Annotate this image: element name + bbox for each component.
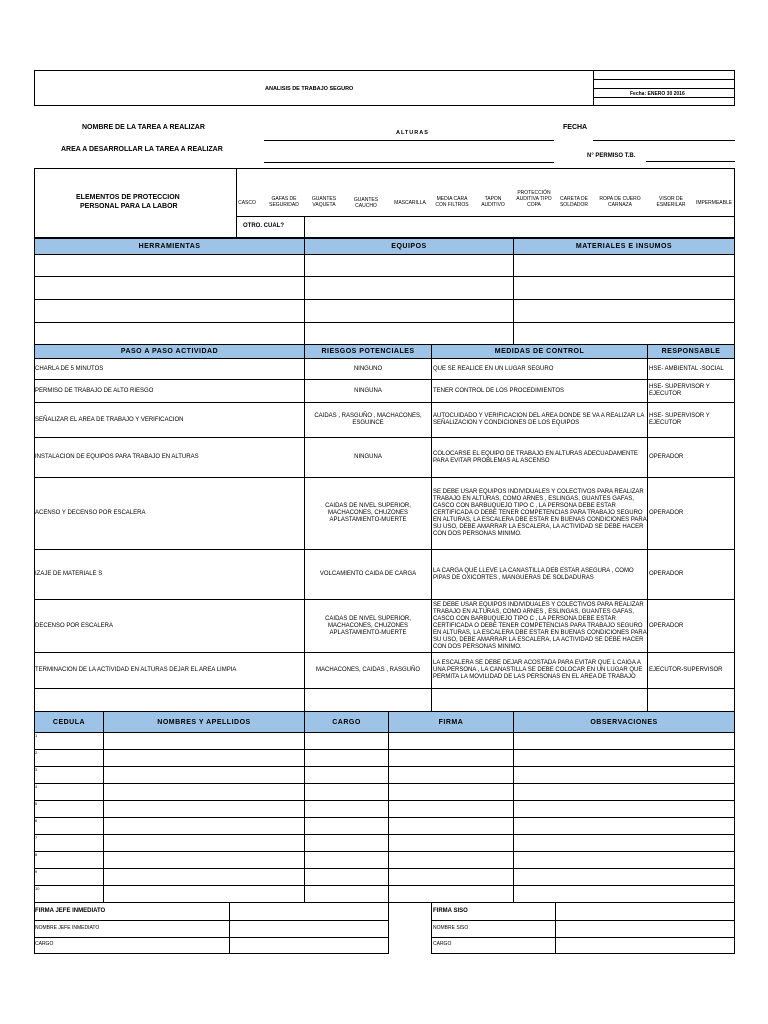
ppe-title: ELEMENTOS DE PROTECCION: [76, 194, 180, 201]
activity-row-4-paso: INSTALACION DE EQUIPOS PARA TRABAJO EN ALTURAS: [35, 454, 199, 460]
ppe-proteccion-copa: PROTECCIÓN AUDITIVA TIPO COPA: [516, 190, 552, 208]
personnel-row-number: 3: [35, 767, 38, 772]
task-name-value: ALTURAS: [396, 130, 429, 136]
personnel-row-number: 2: [35, 750, 38, 755]
activity-row-5-medida: SE DEBE USAR EQUIPOS INDIVIDUALES Y COLECTIVOS PARA REALIZAR TRABAJO EN ALTURAS, COMO ARNES , ESLINGAS, GUANTES GAFAS, CASCO CON BARBUQUEJO TIPO C , LA PERSONA DEBE ESTAR CERTIFICADA O DEBE TENER COMPETENCIAS PARA TRABAJO SEGURO EN ALTURAS, LA ESCALERA DBE ESTAR EN BUENAS CONDICIONES PARA SU USO, DEBE AMARRAR LA ESCALERA, LA ACTIVIDAD SE DEBE HACER CON DOS PERSONAS MINIMO.: [433, 489, 647, 537]
ppe-title-2: PERSONAL PARA LA LABOR: [80, 203, 178, 210]
activity-row-8-responsable: EJECUTOR-SUPERVISOR: [649, 667, 723, 673]
task-name-line: [264, 140, 554, 141]
ppe-gafas: GAFAS DE SEGURIDAD: [269, 196, 299, 208]
ppe-media-cara: MEDIA CARA CON FILTROS: [435, 196, 469, 208]
signature-jefe-cargo: CARGO: [35, 941, 54, 947]
activity-row-6-medida: LA CARGA QUE LLEVE LA CANASTILLA DEB ESTAR ASEGURA , COMO PIPAS DE OXICORTES , MANGUERAS DE SOLDADURAS: [433, 567, 634, 581]
activity-row-3-responsable: HSE- SUPERVISOR Y EJECUTOR: [649, 413, 710, 426]
ppe-ropa-cuero: ROPA DE CUERO CARNAZA: [599, 196, 641, 208]
header-materiales: MATERIALES E INSUMOS: [513, 238, 735, 255]
activity-row-5-riesgo: CAIDAS DE NIVEL SUPERIOR, MACHACONES, CHUZONES APLASTAMIENTO-MUERTE: [325, 503, 411, 523]
header-riesgos: RIESGOS POTENCIALES: [304, 344, 432, 359]
personnel-row-number: 1: [35, 733, 38, 738]
activity-row-8-medida: LA ESCALERA SE DEBE DEJAR ACOSTADA PARA EVITAR QUE L CAIGA A UNA PERSONA , LA CANASTILLA SE DEBE COLOCAR EN UN LUGAR QUE PERMITA LA MOVILIDAD DE LAS PERSONAS EN EL AREA DE TRABAJO: [433, 660, 643, 680]
header-observaciones: OBSERVACIONES: [513, 711, 735, 733]
activity-row-4-riesgo: NINGUNA: [354, 454, 382, 460]
signature-jefe-name: NOMBRE JEFE INMEDIATO: [35, 925, 100, 931]
header-paso-a-paso: PASO A PASO ACTIVIDAD: [34, 344, 305, 359]
signature-right-box: [431, 902, 735, 954]
activity-row-3-riesgo: CAIDAS , RASGUÑO , MACHACONES, ESGUINCE: [314, 413, 422, 426]
ppe-guantes-caucho: GUANTES CAUCHO: [353, 197, 379, 209]
personnel-row-number: 7: [35, 835, 38, 840]
header-equipos: EQUIPOS: [304, 238, 514, 255]
activity-row-1-paso: CHARLA DE 5 MINUTOS: [35, 365, 104, 372]
header-medidas: MEDIDAS DE CONTROL: [431, 344, 648, 359]
header-cedula: CEDULA: [34, 711, 104, 733]
activity-row-8-riesgo: MACHACONES, CAIDAS , RASGUÑO: [315, 667, 420, 673]
activity-row-5-responsable: OPERADOR: [649, 510, 684, 516]
document-date: Fecha: ENERO 30 2016: [630, 91, 685, 97]
activity-row-3-medida: AUTOCUIDADO Y VERIFICACION DEL AREA DONDE SE VA A REALIZAR LA SEÑALIZACION Y CONDICIONES DE LOS EQUIPOS: [433, 413, 645, 426]
signature-jefe-title: FIRMA JEFE INMEDIATO: [35, 908, 106, 914]
task-date-label: FECHA: [563, 124, 588, 131]
personnel-row-number: 10: [35, 886, 40, 891]
activity-row-7-riesgo: CAIDAS DE NIVEL SUPERIOR, MACHACONES, CHUZONES APLASTAMIENTO-MUERTE: [325, 615, 411, 636]
activity-row-2-medida: TENER CONTROL DE LOS PROCEDIMIENTOS: [433, 387, 565, 394]
header-nombres: NOMBRES Y APELLIDOS: [103, 711, 305, 733]
ppe-otro-label: OTRO. CUAL?: [243, 223, 284, 229]
header-herramientas: HERRAMIENTAS: [34, 238, 305, 255]
activity-row-6-paso: IZAJE DE MATERIALE S: [35, 571, 103, 577]
ppe-mascarilla: MASCARILLA: [394, 200, 426, 206]
personnel-row-number: 9: [35, 869, 38, 874]
document-title: ANALISIS DE TRABAJO SEGURO: [265, 86, 354, 92]
activity-row-6-responsable: OPERADOR: [649, 571, 684, 577]
activity-row-1-riesgo: NINGUNO: [353, 365, 383, 372]
signature-siso-name: NOMBRE SISO: [433, 925, 469, 931]
activity-row-5-paso: ACENSO Y DECENSO POR ESCALERA: [35, 510, 146, 516]
activity-row-2-paso: PERMISO DE TRABAJO DE ALTO RIESGO: [35, 387, 154, 394]
personnel-row-number: 4: [35, 784, 38, 789]
activity-row-1-medida: QUE SE REALICE EN UN LUGAR SEGURO: [433, 365, 554, 372]
activity-row-2-responsable: HSE- SUPERVISOR Y EJECUTOR: [649, 384, 710, 397]
ppe-impermeable: IMPERMEABLE: [695, 200, 733, 206]
activity-row-6-riesgo: VOLCAMIENTO CAIDA DE CARGA: [319, 571, 417, 577]
ppe-guantes-vaqueta: GUANTES VAQUETA: [311, 196, 337, 208]
task-date-line: [593, 140, 735, 141]
header-responsable: RESPONSABLE: [647, 344, 735, 359]
ppe-visor: VISOR DE ESMERILAR: [656, 196, 686, 208]
permit-number-label: N° PERMISO T.B.: [587, 153, 636, 159]
task-area-line: [264, 162, 554, 163]
signature-siso-cargo: CARGO: [433, 941, 452, 947]
activity-row-7-responsable: OPERADOR: [649, 622, 684, 629]
ppe-careta: CARETA DE SOLDADOR: [559, 196, 589, 208]
signature-siso-title: FIRMA SISO: [433, 908, 468, 914]
personnel-row-number: 8: [35, 852, 38, 857]
header-firma: FIRMA: [388, 711, 514, 733]
ppe-tapon: TAPON AUDITIVO: [481, 196, 505, 208]
personnel-row-number: 6: [35, 818, 38, 823]
activity-row-3-paso: SEÑALIZAR EL AREA DE TRABAJO Y VERIFICACION: [35, 416, 184, 423]
activity-row-4-medida: COLOCARSE EL EQUIPO DE TRABAJO EN ALTURAS ADECUADAMENTE PARA EVITAR PROBLEMAS AL ASCENSO: [433, 450, 638, 464]
header-cargo: CARGO: [304, 711, 389, 733]
personnel-row-number: 5: [35, 801, 38, 806]
ppe-casco: CASCO: [238, 200, 256, 206]
activity-row-2-riesgo: NINGUNA: [354, 387, 382, 394]
activity-row-7-medida: SE DEBE USAR EQUIPOS INDIVIDUALES Y COLECTIVOS PARA REALIZAR TRABAJO EN ALTURAS, COMO ARNES , ESLINGAS, GUANTES GAFAS, CASCO CON BARBUQUEJO TIPO C , LA PERSONA DEBE ESTAR CERTIFICADA O DEBE TENER COMPETENCIAS PARA TRABAJO SEGURO EN ALTURAS, LA ESCALERA DBE ESTAR EN BUENAS CONDICIONES PARA SU USO, DEBE AMARRAR LA ESCALERA, LA ACTIVIDAD SE DEBE HACER CON DOS PERSONAS MINIMO.: [433, 601, 647, 650]
activity-row-1-responsable: HSE- AMBIENTAL -SOCIAL: [649, 365, 724, 372]
task-area-label: AREA A DESARROLLAR LA TAREA A REALIZAR: [61, 146, 223, 153]
activity-row-7-paso: DECENSO POR ESCALERA: [35, 622, 114, 629]
activity-row-8-paso: TERMINACION DE LA ACTIVIDAD EN ALTURAS DEJAR EL AREA LIMPIA: [35, 667, 237, 673]
activity-row-4-responsable: OPERADOR: [649, 454, 684, 460]
permit-number-line: [646, 161, 735, 162]
task-name-label: NOMBRE DE LA TAREA A REALIZAR: [82, 124, 205, 131]
